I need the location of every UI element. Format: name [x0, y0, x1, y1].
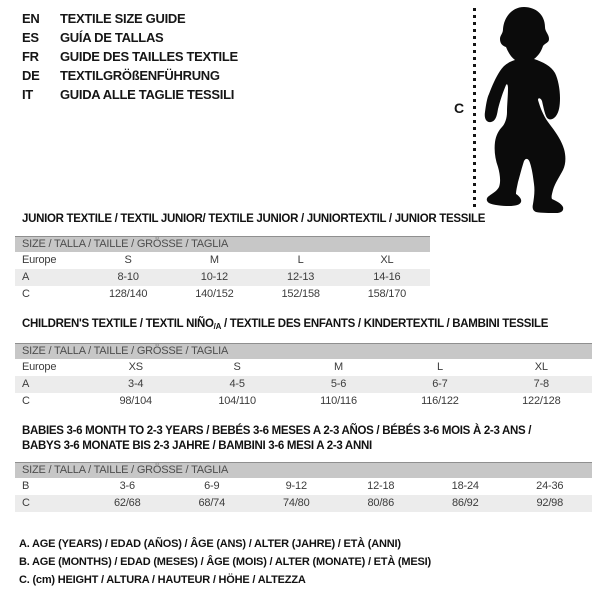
legend-line-c: C. (cm) HEIGHT / ALTURA / HAUTEUR / HÖHE / ALTEZZA [19, 574, 306, 586]
language-row-en [22, 9, 238, 28]
size-cell: 3-6 [119, 480, 135, 492]
baby-silhouette-icon [470, 0, 600, 220]
language-row-es [22, 28, 238, 47]
table-row [15, 252, 430, 269]
size-cell: 12-13 [287, 271, 315, 283]
size-cell: 152/158 [281, 288, 320, 300]
row-label: C [22, 497, 30, 509]
size-cell: 6-9 [204, 480, 220, 492]
size-cell: 8-10 [117, 271, 139, 283]
size-cell: 92/98 [536, 497, 564, 509]
baby-figure-block [440, 0, 600, 220]
table-row [15, 393, 592, 410]
language-row-it [22, 85, 238, 104]
size-header-bar: SIZE / TALLA / TAILLE / GRÖSSE / TAGLIA [15, 343, 592, 359]
guide-title-it: GUIDA ALLE TAGLIE TESSILI [60, 87, 235, 102]
table-row [15, 286, 430, 303]
size-cell: 5-6 [330, 378, 347, 390]
guide-title-es: GUÍA DE TALLAS [60, 30, 164, 45]
table-row [15, 376, 592, 393]
children-table-rows [15, 359, 592, 410]
size-cell: L [297, 254, 304, 266]
size-cell: 7-8 [533, 378, 549, 390]
size-cell: 128/140 [108, 288, 148, 300]
children-title-prefix: CHILDREN'S TEXTILE / TEXTIL NIÑO [22, 318, 214, 330]
size-cell: 14-16 [373, 271, 401, 283]
language-row-fr [22, 47, 238, 66]
size-cell: 104/110 [218, 395, 256, 407]
children-textile-section [0, 317, 600, 410]
row-label: B [22, 480, 30, 492]
size-cell: 98/104 [119, 395, 152, 407]
junior-size-table [15, 236, 430, 303]
babies-textile-section [0, 424, 600, 512]
size-cell: 116/122 [421, 395, 459, 407]
legend-line-a: A. AGE (YEARS) / EDAD (AÑOS) / ÂGE (ANS) / ALTER (JAHRE) / ETÀ (ANNI) [19, 538, 401, 550]
children-title-suffix: / TEXTILE DES ENFANTS / KINDERTEXTIL / BAMBINI TESSILE [221, 318, 549, 330]
size-cell: M [334, 361, 343, 373]
size-cell: 62/68 [113, 497, 141, 509]
height-measure-label: C [454, 100, 465, 116]
guide-title-de: TEXTILGRÖßENFÜHRUNG [60, 68, 220, 83]
size-cell: S [233, 361, 241, 373]
size-cell: 86/92 [451, 497, 479, 509]
row-label: C [22, 288, 30, 300]
size-header-bar: SIZE / TALLA / TAILLE / GRÖSSE / TAGLIA [15, 236, 430, 252]
row-label: Europe [22, 254, 57, 266]
size-cell: 4-5 [229, 378, 245, 390]
children-title-subscript: /A [213, 322, 222, 331]
babies-table-rows [15, 478, 592, 512]
size-cell: 9-12 [285, 480, 307, 492]
size-cell: XS [128, 361, 143, 373]
size-cell: 18-24 [451, 480, 479, 492]
children-textile-title [22, 317, 600, 334]
language-code: IT [22, 87, 33, 102]
junior-textile-title: JUNIOR TEXTILE / TEXTIL JUNIOR/ TEXTILE JUNIOR / JUNIORTEXTIL / JUNIOR TESSILE [22, 213, 486, 225]
table-row [15, 495, 592, 512]
size-cell: 110/116 [320, 395, 357, 407]
size-cell: 122/128 [522, 395, 561, 407]
row-label: C [22, 395, 30, 407]
children-size-table [15, 343, 592, 410]
size-cell: 3-4 [128, 378, 144, 390]
guide-title-en: TEXTILE SIZE GUIDE [60, 11, 186, 26]
size-cell: 74/80 [282, 497, 310, 509]
legend-line-b: B. AGE (MONTHS) / EDAD (MESES) / ÂGE (MOIS) / ALTER (MONATE) / ETÀ (MESI) [19, 556, 431, 568]
row-label: A [22, 271, 30, 283]
size-header-bar: SIZE / TALLA / TAILLE / GRÖSSE / TAGLIA [15, 462, 592, 478]
size-cell: L [436, 361, 443, 373]
language-code: ES [22, 30, 39, 45]
size-cell: 80/86 [367, 497, 395, 509]
table-row [15, 269, 430, 286]
size-cell: 158/170 [367, 288, 407, 300]
junior-textile-section [0, 212, 600, 303]
row-label: Europe [22, 361, 57, 373]
babies-title-line2: BABYS 3-6 MONATE BIS 2-3 JAHRE / BAMBINI 3-6 MESI A 2-3 ANNI [22, 440, 372, 452]
junior-table-rows [15, 252, 430, 303]
measurement-legend [19, 535, 431, 589]
babies-title-line1: BABIES 3-6 MONTH TO 2-3 YEARS / BEBÉS 3-6 MESES A 2-3 AÑOS / BÉBÉS 3-6 MOIS À 2-3 ANS / [22, 425, 532, 437]
size-cell: XL [380, 254, 394, 266]
size-cell: 12-18 [367, 480, 395, 492]
size-cell: S [124, 254, 132, 266]
size-cell: M [209, 254, 219, 266]
size-cell: XL [534, 361, 548, 373]
size-cell: 140/152 [195, 288, 234, 300]
language-code: EN [22, 11, 40, 26]
language-header [22, 9, 238, 104]
size-cell: 68/74 [198, 497, 226, 509]
size-cell: 10-12 [200, 271, 228, 283]
language-code: FR [22, 49, 39, 64]
language-code: DE [22, 68, 40, 83]
babies-size-table [15, 462, 592, 512]
size-cell: 24-36 [536, 480, 564, 492]
table-row [15, 478, 592, 495]
table-row [15, 359, 592, 376]
row-label: A [22, 378, 30, 390]
guide-title-fr: GUIDE DES TAILLES TEXTILE [60, 49, 238, 64]
language-row-de [22, 66, 238, 85]
size-cell: 6-7 [432, 378, 448, 390]
